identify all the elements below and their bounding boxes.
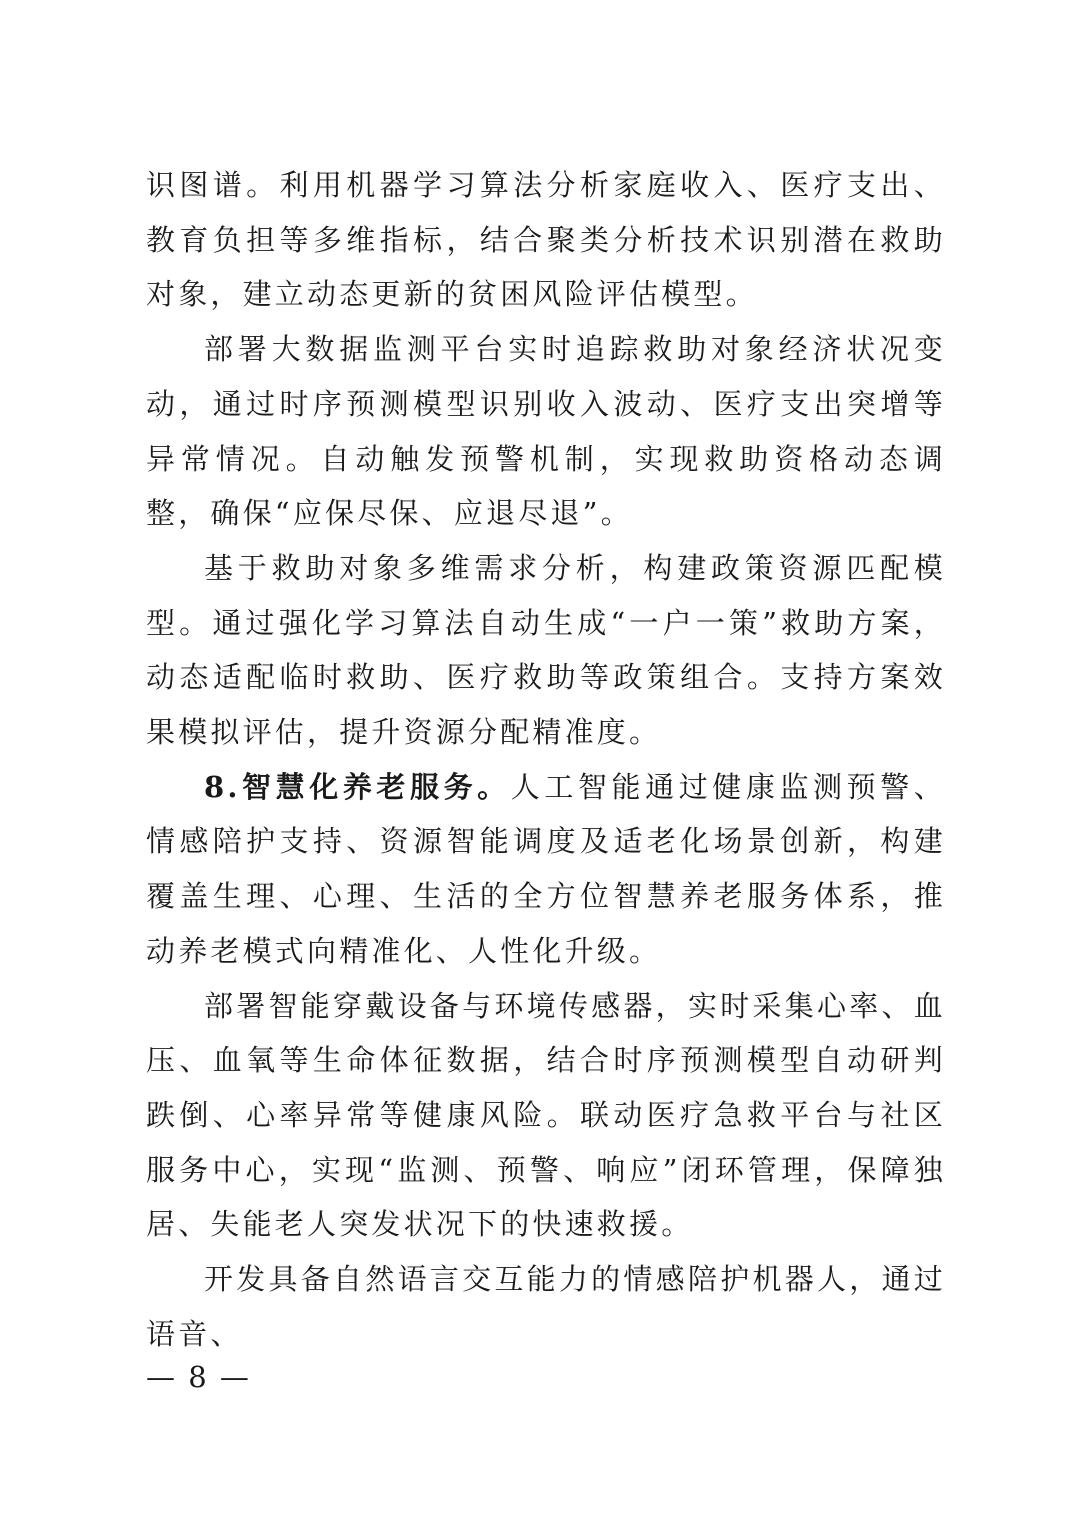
paragraph-companion-robot: 开发具备自然语言交互能力的情感陪护机器人，通过语音、 (146, 1262, 946, 1351)
paragraph-policy-matching: 基于救助对象多维需求分析，构建政策资源匹配模型。通过强化学习算法自动生成“一户一策”救助方案，动态适配临时救助、医疗救助等政策组合。支持方案效果模拟评估，提升资源分配精准度。 (146, 550, 946, 750)
paragraph-monitoring-platform: 部署大数据监测平台实时追踪救助对象经济状况变动，通过时序预测模型识别收入波动、医疗支出突增等异常情况。自动触发预警机制，实现救助资格动态调整，确保“应保尽保、应退尽退”。 (146, 332, 946, 531)
paragraph-wearable-devices: 部署智能穿戴设备与环境传感器，实时采集心率、血压、血氧等生命体征数据，结合时序预测模型自动研判跌倒、心率异常等健康风险。联动医疗急救平台与社区服务中心，实现“监测、预警、响应”闭环管理，保障独居、失能老人突发状况下的快速救援。 (146, 988, 946, 1242)
body-text (146, 158, 946, 1361)
paragraph-smart-elderly-care (146, 760, 946, 979)
section-heading-body: 人工智能通过健康监测预警、情感陪护支持、资源智能调度及适老化场景创新，构建覆盖生理、心理、生活的全方位智慧养老服务体系，推动养老模式向精准化、人性化升级。 (146, 769, 947, 968)
page-number: — 8 — (146, 1360, 251, 1394)
paragraph-continuation: 识图谱。利用机器学习算法分析家庭收入、医疗支出、教育负担等多维指标，结合聚类分析技术识别潜在救助对象，建立动态更新的贫困风险评估模型。 (146, 168, 946, 312)
section-heading: 8.智慧化养老服务。 (204, 769, 511, 804)
